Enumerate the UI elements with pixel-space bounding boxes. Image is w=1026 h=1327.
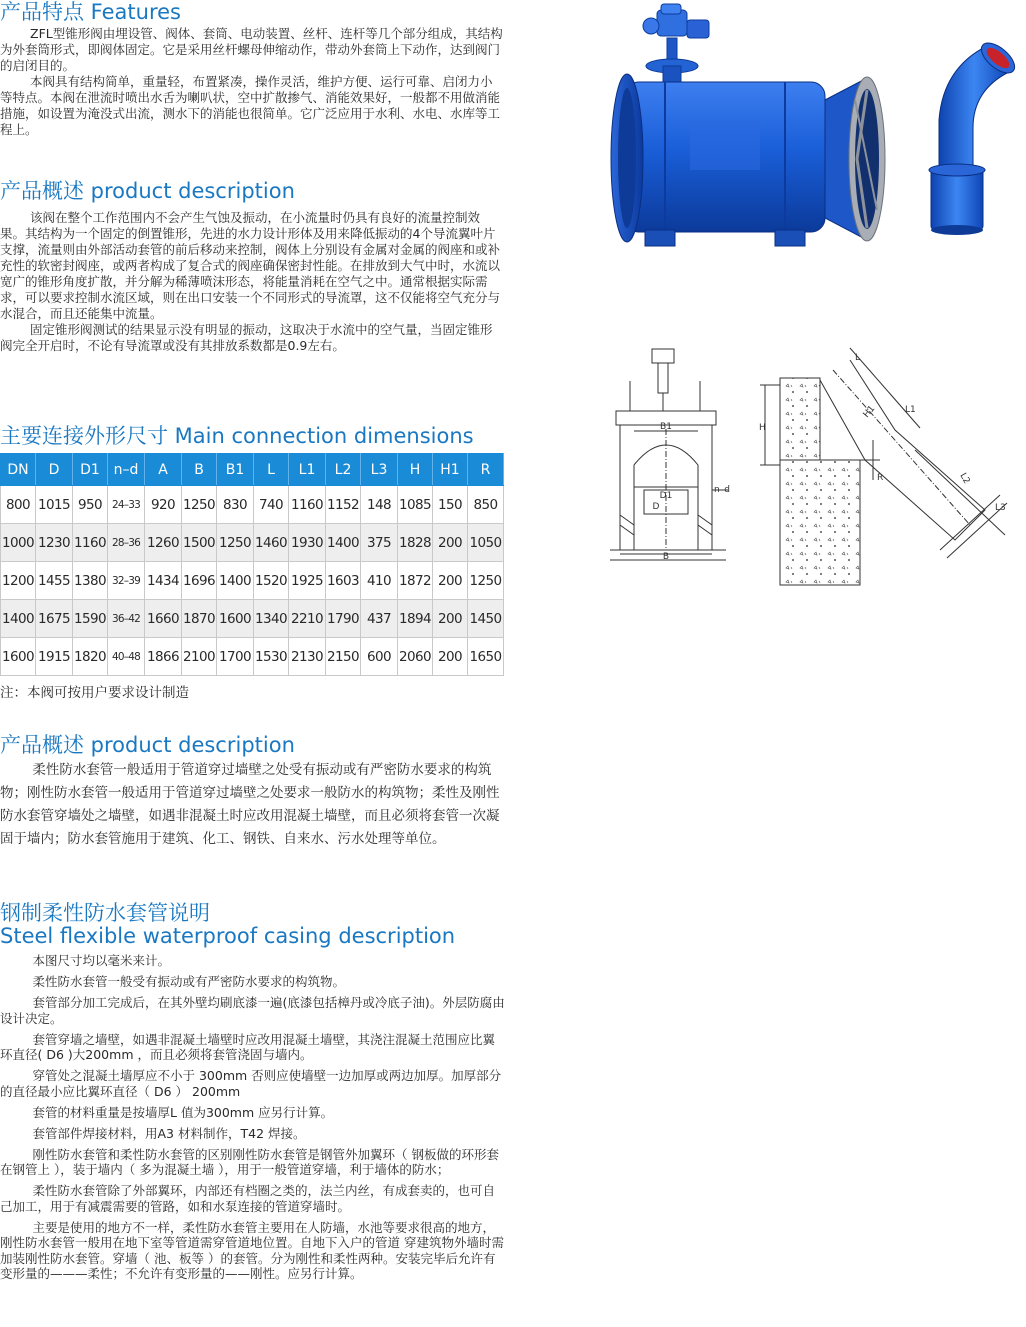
table-cell: 1250	[468, 562, 504, 600]
label-d: D	[652, 502, 660, 512]
table-cell: 1700	[217, 638, 254, 676]
table-cell: 600	[361, 638, 398, 676]
table-cell: 2130	[289, 638, 326, 676]
table-cell: 1340	[254, 600, 289, 638]
description-text-1	[0, 210, 504, 354]
description-heading-2: 产品概述 product description	[0, 733, 295, 757]
table-cell: 1894	[398, 600, 433, 638]
table-cell: 1434	[145, 562, 182, 600]
casing-paragraph: 套管部分加工完成后，在其外壁均刷底漆一遍(底漆包括樟丹或冷底子油)。外层防腐由设计决定。	[0, 995, 505, 1026]
casing-paragraph: 套管的材料重量是按墙厚L 值为300mm 应另行计算。	[32, 1104, 334, 1120]
features-paragraph-1: ZFL型锥形阀由埋设管、阀体、套筒、电动装置、丝杆、连杆等几个部分组成，其结构为外套筒形式，即阀体固定。它是采用丝杆螺母伸缩动作，带动外套筒上下动作，达到阀门的启闭目的。	[0, 26, 503, 73]
casing-paragraph: 主要是使用的地方不一样，柔性防水套管主要用在人防墙，水池等要求很高的地方，刚性防水套管一般用在地下室等管道需穿管道地位置。自地下入户的管道 穿建筑物外墙时需加装刚性防水套管。穿墙（ 池、板等 ）的套管。分为刚性和柔性两种。安装完毕后允许有变形量的———柔性；不允许有变形量的——刚性。应另行计算。	[0, 1219, 504, 1281]
column-header: D1	[73, 454, 108, 486]
table-cell: 1380	[73, 562, 108, 600]
label-r: R	[877, 473, 884, 483]
elbow-casing-photo	[925, 28, 1025, 238]
table-cell: 200	[433, 600, 468, 638]
table-cell: 1400	[1, 600, 36, 638]
table-cell: 36–42	[108, 600, 145, 638]
table-row	[1, 486, 504, 524]
table-cell: 1460	[254, 524, 289, 562]
features-paragraph-2: 本阀具有结构简单，重量轻，布置紧凑，操作灵活，维护方便、运行可靠、启闭力小等特点。本阀在泄流时喷出水舌为喇叭状，空中扩散掺气、消能效果好，一般都不用做消能措施，如设置为淹没式出流，测水下的消能也很简单。它广泛应用于水利、水电、水库等工程上。	[0, 74, 501, 137]
description-text-2	[0, 759, 506, 851]
column-header: L	[254, 454, 289, 486]
table-cell: 1828	[398, 524, 433, 562]
label-d1: D1	[659, 491, 673, 501]
table-cell: 950	[73, 486, 108, 524]
label-l2: L2	[957, 471, 972, 486]
table-cell: 1250	[217, 524, 254, 562]
table-cell: 148	[361, 486, 398, 524]
label-b1: B1	[660, 422, 672, 432]
table-cell: 1500	[182, 524, 217, 562]
table-cell: 1870	[182, 600, 217, 638]
table-cell: 1866	[145, 638, 182, 676]
table-cell: 1152	[326, 486, 361, 524]
table-cell: 1675	[36, 600, 73, 638]
casing-heading-cn: 钢制柔性防水套管说明	[0, 901, 210, 925]
table-cell: 32–39	[108, 562, 145, 600]
table-row	[1, 524, 504, 562]
label-h1: H1	[861, 403, 878, 420]
table-cell: 40–48	[108, 638, 145, 676]
table-cell: 1000	[1, 524, 36, 562]
casing-paragraph: 柔性防水套管一般受有振动或有严密防水要求的构筑物。	[32, 974, 346, 989]
column-header: B	[182, 454, 217, 486]
table-cell: 1600	[1, 638, 36, 676]
table-cell: 740	[254, 486, 289, 524]
table-header	[1, 454, 504, 486]
table-cell: 2060	[398, 638, 433, 676]
casing-paragraph: 柔性防水套管除了外部翼环，内部还有档圈之类的，法兰内丝，有成套卖的，也可自己加工，用于有减震需要的管路，如和水泵连接的管道穿墙时。	[0, 1183, 496, 1214]
column-header: A	[145, 454, 182, 486]
table-cell: 2210	[289, 600, 326, 638]
table-cell: 1160	[73, 524, 108, 562]
table-cell: 1696	[182, 562, 217, 600]
description2-paragraph-1: 柔性防水套管一般适用于管道穿过墙壁之处受有振动或有严密防水要求的构筑物；刚性防水套管一般适用于管道穿过墙壁之处要求一般防水的构筑物；柔性及刚性防水套管穿墙处之墙壁，如遇非混凝土时应改用混凝土墙壁，而且必须将套管一次凝固于墙内；防水套管施用于建筑、化工、钢铁、自来水、污水处理等单位。	[0, 762, 500, 847]
casing-paragraph: 刚性防水套管和柔性防水套管的区别刚性防水套管是钢管外加翼环（ 钢板做的环形套在钢管上 ），装于墙内（ 多为混凝土墙 ），用于一般管道穿墙，利于墙体的防水；	[0, 1146, 499, 1177]
table-cell: 200	[433, 524, 468, 562]
label-b: B	[662, 552, 670, 562]
casing-paragraph: 穿管处之混凝土墙厚应不小于 300mm 否则应使墙壁一边加厚或两边加厚。加厚部分的直径最小应比翼环直径（ D6 ） 200mm	[0, 1068, 502, 1099]
table-cell: 1590	[73, 600, 108, 638]
table-cell: 1015	[36, 486, 73, 524]
column-header: D	[36, 454, 73, 486]
features-heading: 产品特点 Features	[0, 0, 181, 24]
column-header: DN	[1, 454, 36, 486]
table-cell: 1455	[36, 562, 73, 600]
column-header: H	[398, 454, 433, 486]
table-cell: 2150	[326, 638, 361, 676]
table-cell: 1820	[73, 638, 108, 676]
column-header: B1	[217, 454, 254, 486]
table-cell: 1925	[289, 562, 326, 600]
casing-paragraph: 套管部件焊接材料，用A3 材料制作，T42 焊接。	[32, 1125, 306, 1141]
table-cell: 850	[468, 486, 504, 524]
table-cell: 1230	[36, 524, 73, 562]
table-cell: 1200	[1, 562, 36, 600]
table-cell: 200	[433, 562, 468, 600]
table-cell: 1400	[217, 562, 254, 600]
label-l3: L3	[995, 503, 1006, 513]
description1-paragraph-2: 固定锥形阀测试的结果显示没有明显的振动，这取决于水流中的空气量，当固定锥形阀完全开启时，不论有导流罩或没有其排放系数都是0.9左右。	[0, 322, 493, 353]
features-text	[0, 26, 504, 138]
table-cell: 2100	[182, 638, 217, 676]
table-cell: 437	[361, 600, 398, 638]
table-cell: 1660	[145, 600, 182, 638]
table-cell: 1790	[326, 600, 361, 638]
table-cell: 1650	[468, 638, 504, 676]
table-cell: 1160	[289, 486, 326, 524]
label-h: H	[759, 423, 766, 433]
table-row	[1, 638, 504, 676]
table-cell: 200	[433, 638, 468, 676]
label-l1: L1	[905, 405, 916, 415]
table-cell: 1915	[36, 638, 73, 676]
table-cell: 920	[145, 486, 182, 524]
table-cell: 150	[433, 486, 468, 524]
table-cell: 1930	[289, 524, 326, 562]
dimensions-heading: 主要连接外形尺寸 Main connection dimensions	[0, 424, 474, 448]
casing-paragraph: 本图尺寸均以毫米来计。	[32, 953, 171, 968]
column-header: H1	[433, 454, 468, 486]
table-cell: 1520	[254, 562, 289, 600]
casing-text	[0, 953, 506, 1287]
side-section-drawing	[755, 340, 1020, 590]
table-row	[1, 562, 504, 600]
table-cell: 1450	[468, 600, 504, 638]
description-heading-1: 产品概述 product description	[0, 179, 295, 203]
column-header: L3	[361, 454, 398, 486]
table-cell: 24–33	[108, 486, 145, 524]
table-cell: 1260	[145, 524, 182, 562]
table-body	[1, 486, 504, 676]
table-cell: 1530	[254, 638, 289, 676]
table-cell: 1085	[398, 486, 433, 524]
table-cell: 1050	[468, 524, 504, 562]
table-cell: 1872	[398, 562, 433, 600]
table-cell: 410	[361, 562, 398, 600]
table-row	[1, 600, 504, 638]
description1-paragraph-1: 该阀在整个工作范围内不会产生气蚀及振动，在小流量时仍具有良好的流量控制效果。其结构为一个固定的倒置锥形，先进的水力设计形体及用来降低振动的4个导流翼叶片支撑，流量则由外部活动套管的前后移动来控制，阀体上分别设有金属对金属的阀座和或补充性的软密封阀座，或两者构成了复合式的阀座确保密封性能。在排放到大气中时，水流以宽广的锥形角度扩散，并分解为稀薄喷沫形态，将能量消耗在空气之中。通常根据实际需求，可以要求控制水流区域，则在出口安装一个不同形式的导流罩，这不仅能将空气充分与水混合，而且还能集中流量。	[0, 210, 501, 321]
table-cell: 830	[217, 486, 254, 524]
label-l: L	[855, 353, 861, 363]
table-cell: 1600	[217, 600, 254, 638]
table-cell: 375	[361, 524, 398, 562]
table-cell: 1603	[326, 562, 361, 600]
label-nd: n–d	[714, 485, 730, 495]
table-cell: 800	[1, 486, 36, 524]
front-view-drawing	[600, 345, 750, 570]
table-cell: 28–36	[108, 524, 145, 562]
column-header: L2	[326, 454, 361, 486]
casing-heading-en: Steel flexible waterproof casing description	[0, 924, 456, 948]
cone-valve-photo	[605, 0, 905, 260]
table-note: 注：本阀可按用户要求设计制造	[0, 685, 189, 701]
dimensions-table	[0, 453, 504, 676]
column-header: R	[468, 454, 504, 486]
table-cell: 1250	[182, 486, 217, 524]
column-header: n–d	[108, 454, 145, 486]
table-cell: 1400	[326, 524, 361, 562]
column-header: L1	[289, 454, 326, 486]
casing-paragraph: 套管穿墙之墙壁，如遇非混凝土墙壁时应改用混凝土墙壁，其浇注混凝土范围应比翼环直径( D6 )大200mm ，而且必须将套管浇固与墙内。	[0, 1031, 496, 1062]
